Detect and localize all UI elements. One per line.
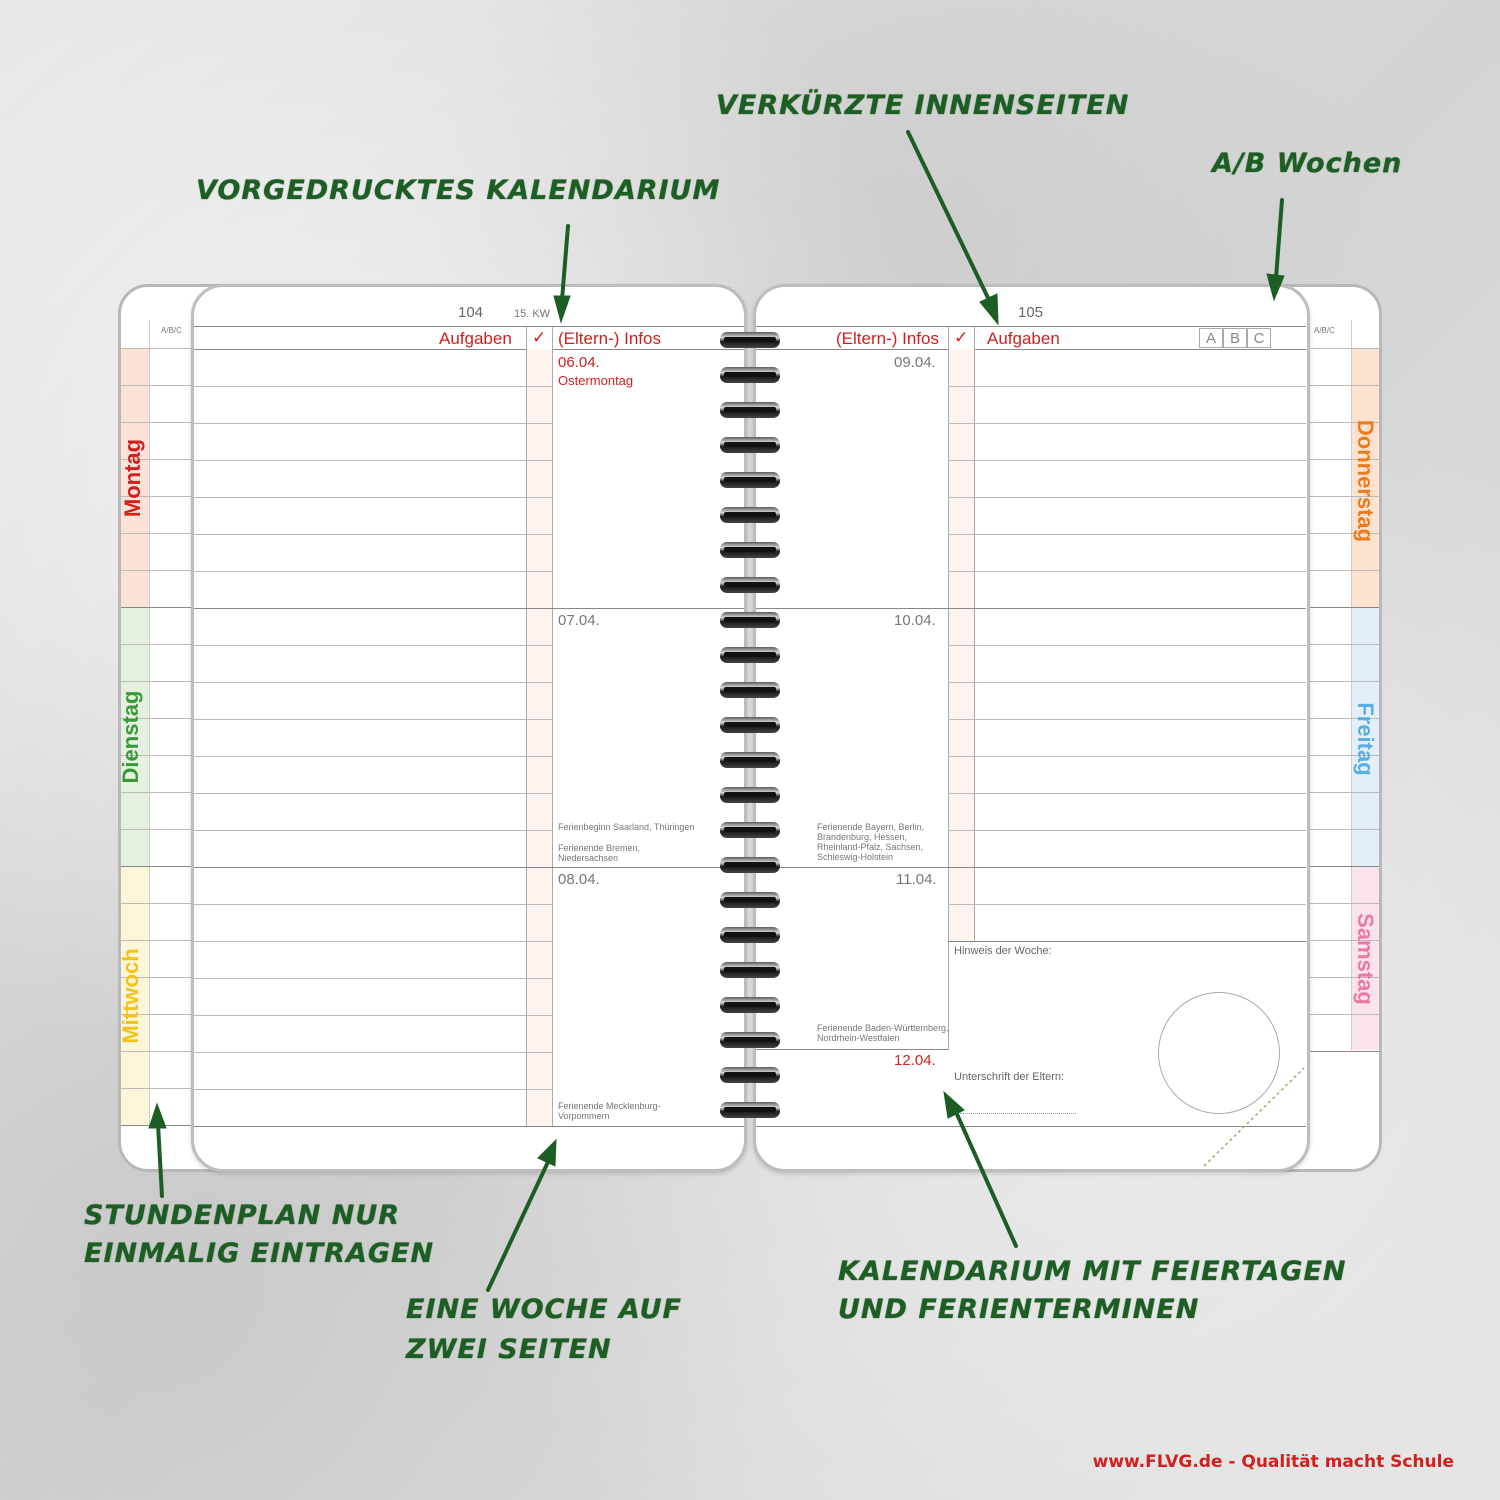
left-infos-header: (Eltern-) Infos [558, 329, 661, 348]
date-1104: 11.04. [896, 871, 937, 888]
note-0704-c: Niedersachsen [558, 853, 619, 863]
week-c-box[interactable]: C [1247, 328, 1271, 348]
footer-link[interactable]: www.FLVG.de - Qualität macht Schule [1092, 1452, 1454, 1472]
week-b-box[interactable]: B [1223, 328, 1247, 348]
annotation-stundenplan-2: EINMALIG EINTRAGEN [84, 1238, 435, 1269]
note-1004-b: Brandenburg, Hessen, [817, 832, 908, 842]
week-a-box[interactable]: A [1199, 328, 1223, 348]
day-label-mittwoch: Mittwoch [118, 948, 143, 1044]
note-0804-a: Ferienende Mecklenburg- [558, 1101, 661, 1111]
note-1104-b: Nordrhein-Westfalen [817, 1033, 900, 1043]
date-1204: 12.04. [894, 1052, 936, 1069]
annotation-ab-wochen: A/B Wochen [1212, 148, 1403, 179]
date-0604: 06.04. [558, 354, 600, 371]
annotation-stundenplan-1: STUNDENPLAN NUR [84, 1200, 401, 1231]
day-label-samstag: Samstag [1353, 913, 1378, 1005]
right-aufgaben-header: Aufgaben [987, 329, 1060, 348]
note-1004-c: Rheinland-Pfalz, Sachsen, [817, 842, 924, 852]
date-0904: 09.04. [894, 354, 936, 371]
note-0804-b: Vorpommern [558, 1111, 610, 1121]
day-label-freitag: Freitag [1353, 702, 1378, 776]
day-label-montag: Montag [120, 438, 145, 518]
annotation-innenseiten: VERKÜRZTE INNENSEITEN [716, 90, 1130, 121]
note-1004-a: Ferienende Bayern, Berlin, [817, 822, 925, 832]
holiday-ostermontag: Ostermontag [558, 373, 634, 388]
day-label-dienstag: Dienstag [118, 690, 143, 784]
left-check-header: ✓ [532, 328, 547, 347]
annotation-woche-1: EINE WOCHE AUF [406, 1294, 682, 1325]
day-label-donnerstag: Donnerstag [1353, 419, 1378, 543]
right-page-number: 105 [1018, 304, 1044, 321]
date-0804: 08.04. [558, 871, 600, 888]
abc-small-left: A/B/C [161, 326, 182, 335]
note-0704-b: Ferienende Bremen, [558, 843, 641, 853]
date-0704: 07.04. [558, 612, 600, 629]
abc-small-right: A/B/C [1314, 326, 1335, 335]
annotation-feiertage-1: KALENDARIUM MIT FEIERTAGEN [838, 1256, 1347, 1287]
annotation-feiertage-2: UND FERIENTERMINEN [838, 1294, 1200, 1325]
right-infos-header: (Eltern-) Infos [836, 329, 939, 348]
hinweis-label: Hinweis der Woche: [954, 945, 1052, 957]
unterschrift-label: Unterschrift der Eltern: [954, 1071, 1065, 1083]
left-page-number: 104 [458, 304, 484, 321]
annotation-woche-2: ZWEI SEITEN [406, 1334, 612, 1365]
week-number: 15. KW [514, 308, 551, 320]
right-check-header: ✓ [954, 328, 969, 347]
note-1004-d: Schleswig-Holstein [817, 852, 894, 862]
note-1104-a: Ferienende Baden-Württemberg, [817, 1023, 949, 1033]
date-1004: 10.04. [894, 612, 936, 629]
annotation-kalendarium: VORGEDRUCKTES KALENDARIUM [196, 175, 721, 206]
left-aufgaben-header: Aufgaben [439, 329, 512, 348]
note-0704-a: Ferienbeginn Saarland, Thüringen [558, 822, 695, 832]
